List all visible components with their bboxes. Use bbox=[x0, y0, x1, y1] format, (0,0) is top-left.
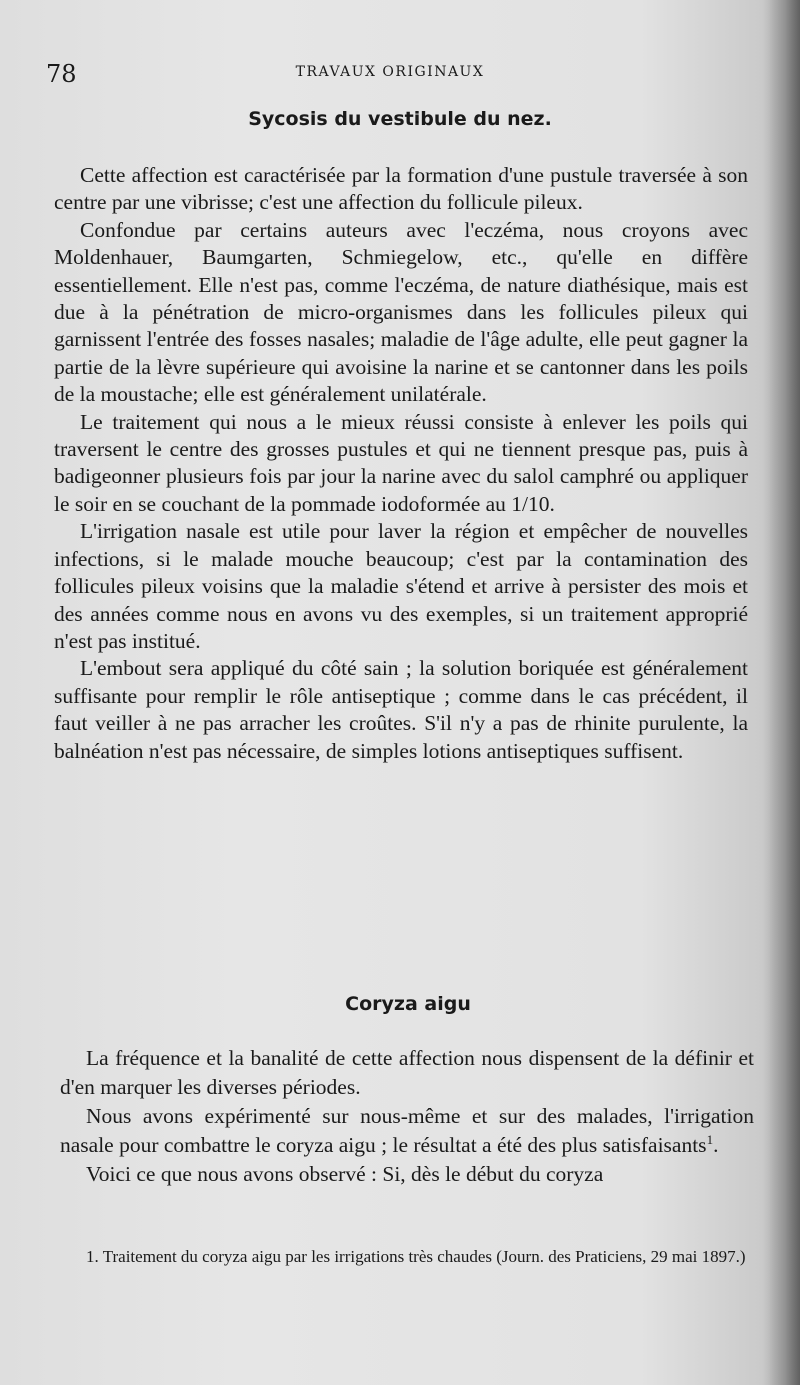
paragraph: La fréquence et la banalité de cette affection nous dispensent de la définir et d'en marquer les diverses périodes. bbox=[60, 1046, 754, 1099]
page-number: 78 bbox=[46, 60, 77, 88]
footnote-reference[interactable]: 1 bbox=[706, 1131, 714, 1147]
paragraph: L'embout sera appliqué du côté sain ; la solution boriquée est généralement suffisante pour remplir le rôle antiseptique ; comme dans le cas précédent, il faut veiller à ne pas arracher les croûtes. S'il n'y a pas de rhinite purulente, la balnéation n'est pas nécessaire, de simples lotions antiseptiques suffisent. bbox=[54, 656, 748, 763]
page-spine-shadow bbox=[762, 0, 800, 1385]
paragraph: L'irrigation nasale est utile pour laver la région et empêcher de nouvelles infections, si le malade mouche beaucoup; c'est par la contamination des follicules pileux voisins que la maladie s'étend et arrive à persister des mois et des années comme nous en avons vu des exemples, si un traitement approprié n'est pas institué. bbox=[54, 519, 748, 653]
footnote bbox=[58, 1246, 758, 1268]
section-title-sycosis: Sycosis du vestibule du nez. bbox=[248, 108, 552, 130]
paragraph: Confondue par certains auteurs avec l'eczéma, nous croyons avec Moldenhauer, Baumgarten, Schmiegelow, etc., qu'elle en diffère essentiellement. Elle n'est pas, comme l'eczéma, de nature diathésique, mais est due à la pénétration de micro-organismes dans les follicules pileux qui garnissent l'entrée des fosses nasales; maladie de l'âge adulte, elle peut gagner la partie de la lèvre supérieure qui avoisine la narine et se cantonner dans les poils de la moustache; elle est généralement unilatérale. bbox=[54, 217, 748, 407]
section-title-coryza: Coryza aigu bbox=[345, 993, 471, 1015]
running-head: TRAVAUX ORIGINAUX bbox=[295, 64, 485, 80]
paragraph-text: Nous avons expérimenté sur nous-même et sur des malades, l'irrigation nasale pour combattre le coryza aigu ; le résultat a été des plus satisfaisants bbox=[60, 1104, 754, 1157]
footnote-text: Traitement du coryza aigu par les irrigations très chaudes (Journ. des Praticiens, 29 mai 1897.) bbox=[102, 1247, 746, 1266]
paragraph bbox=[60, 1102, 754, 1160]
section-body-coryza bbox=[60, 1044, 754, 1189]
section-body-sycosis bbox=[54, 162, 748, 765]
paragraph: Voici ce que nous avons observé : Si, dès le début du coryza bbox=[86, 1162, 604, 1186]
paragraph-end-punctuation: . bbox=[713, 1133, 719, 1157]
paragraph: Cette affection est caractérisée par la formation d'une pustule traversée à son centre par une vibrisse; c'est une affection du follicule pileux. bbox=[54, 163, 748, 215]
footnote-number: 1. bbox=[86, 1247, 99, 1266]
paragraph: Le traitement qui nous a le mieux réussi consiste à enlever les poils qui traversent le centre des grosses pustules et qui ne tiennent presque pas, puis à badigeonner plusieurs fois par jour la narine avec du salol camphré ou appliquer le soir en se couchant de la pommade iodoformée au 1/10. bbox=[54, 409, 748, 516]
